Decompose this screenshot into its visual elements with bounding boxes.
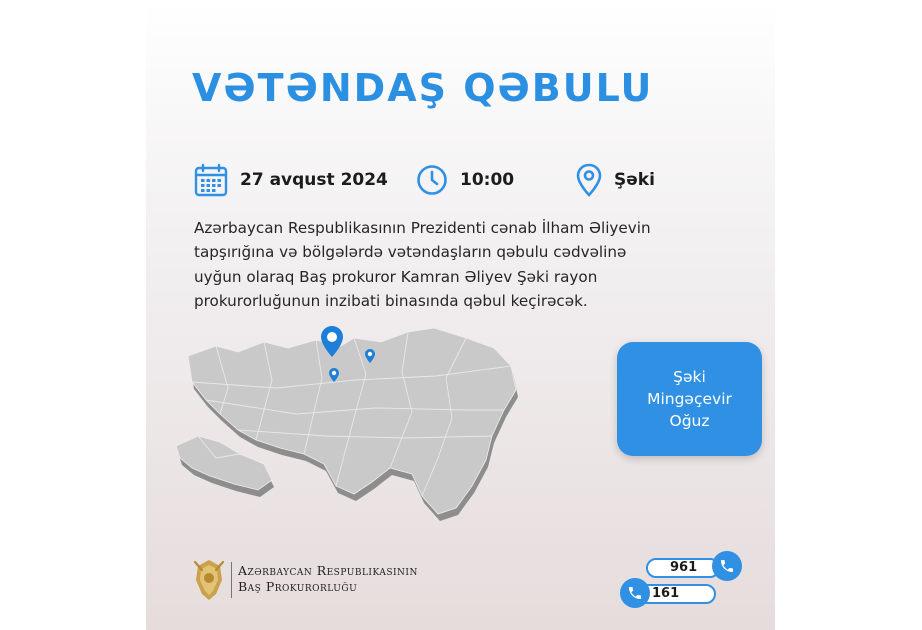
calendar-icon	[194, 163, 228, 197]
date-text: 27 avqust 2024	[240, 170, 388, 190]
city-label: Şəki	[673, 368, 706, 386]
location-text: Şəki	[614, 170, 655, 190]
azerbaijan-map	[176, 318, 536, 523]
city-label: Oğuz	[669, 412, 710, 430]
clock-icon	[416, 164, 448, 196]
org-name-line: Baş Prokurorluğu	[238, 579, 358, 594]
cities-box	[617, 342, 762, 456]
city-label: Mingəçevir	[647, 390, 732, 408]
description-line: prokurorluğunun inzibati binasında qəbul keçirəcək.	[194, 292, 588, 311]
phone-number-pill[interactable]	[646, 558, 720, 578]
phone-call-button[interactable]	[712, 551, 742, 581]
phone-number: 961	[670, 560, 698, 575]
time-text: 10:00	[460, 170, 515, 190]
phone-icon	[719, 558, 735, 574]
phone-call-button[interactable]	[620, 578, 650, 608]
location-pin-icon	[576, 163, 602, 197]
info-row	[194, 160, 694, 200]
description-line: tapşırığına və bölgələrdə vətəndaşların qəbulu cədvəlinə	[194, 243, 627, 262]
prosecutor-emblem-icon	[192, 558, 226, 602]
phone-icon	[627, 585, 643, 601]
org-name	[238, 563, 418, 595]
description-line: uyğun olaraq Baş prokuror Kamran Əliyev Şəki rayon	[194, 267, 598, 286]
description-line: Azərbaycan Respublikasının Prezidenti cənab İlham Əliyevin	[194, 219, 651, 237]
time-item	[416, 160, 514, 200]
date-item	[194, 160, 388, 200]
phone-number: 161	[652, 586, 680, 601]
footer-divider	[231, 562, 232, 598]
location-item	[576, 160, 655, 200]
poster	[146, 0, 775, 630]
org-name-line: Azərbaycan Respublikasının	[238, 563, 418, 578]
description	[194, 216, 734, 314]
page-title: VƏTƏNDAŞ QƏBULU	[192, 66, 654, 110]
